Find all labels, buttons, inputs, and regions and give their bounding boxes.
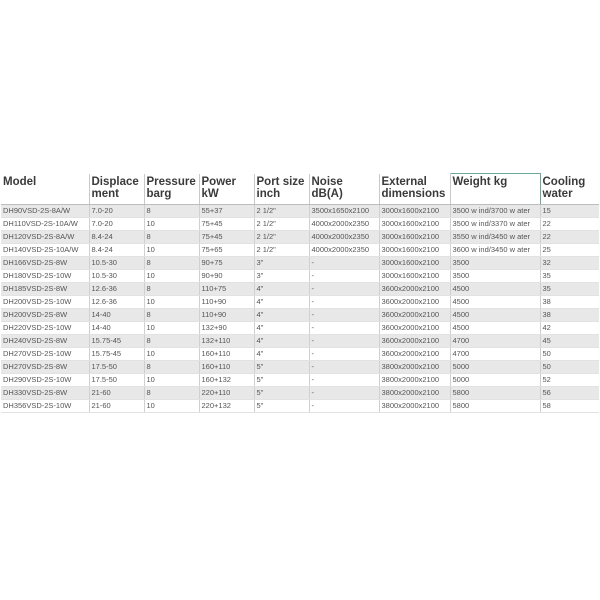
cell-noise: 4000x2000x2350: [309, 244, 379, 257]
cell-external-dimensions: 3800x2000x2100: [379, 400, 450, 413]
cell-displacement: 8.4-24: [89, 244, 144, 257]
cell-model: DH110VSD-2S-10A/W: [1, 218, 89, 231]
cell-port-size: 4": [254, 309, 309, 322]
cell-external-dimensions: 3600x2000x2100: [379, 322, 450, 335]
cell-power: 110+90: [199, 309, 254, 322]
cell-cooling-water: 22: [540, 231, 599, 244]
cell-weight: 4700: [450, 335, 540, 348]
cell-external-dimensions: 3600x2000x2100: [379, 348, 450, 361]
cell-displacement: 10.5-30: [89, 257, 144, 270]
cell-cooling-water: 58: [540, 400, 599, 413]
cell-displacement: 7.0-20: [89, 205, 144, 218]
cell-power: 75+65: [199, 244, 254, 257]
header-external-dimensions: External dimensions: [379, 174, 450, 205]
cell-model: DH180VSD-2S-10W: [1, 270, 89, 283]
cell-noise: -: [309, 309, 379, 322]
cell-port-size: 5": [254, 361, 309, 374]
cell-cooling-water: 50: [540, 361, 599, 374]
cell-pressure: 10: [144, 218, 199, 231]
spec-table: [1, 173, 599, 413]
cell-noise: -: [309, 322, 379, 335]
cell-model: DH270VSD-2S-8W: [1, 361, 89, 374]
cell-noise: 3500x1650x2100: [309, 205, 379, 218]
cell-external-dimensions: 3000x1600x2100: [379, 218, 450, 231]
cell-displacement: 12.6-36: [89, 283, 144, 296]
cell-noise: -: [309, 257, 379, 270]
cell-displacement: 8.4-24: [89, 231, 144, 244]
cell-pressure: 8: [144, 335, 199, 348]
table-row: [1, 309, 599, 322]
header-pressure: Pressure barg: [144, 174, 199, 205]
cell-cooling-water: 35: [540, 283, 599, 296]
cell-power: 160+110: [199, 348, 254, 361]
cell-port-size: 4": [254, 348, 309, 361]
cell-weight: 3600 w ind/3450 w ater: [450, 244, 540, 257]
cell-cooling-water: 50: [540, 348, 599, 361]
cell-power: 75+45: [199, 218, 254, 231]
cell-noise: 4000x2000x2350: [309, 231, 379, 244]
cell-port-size: 4": [254, 283, 309, 296]
cell-noise: -: [309, 296, 379, 309]
spec-table-container: [1, 173, 599, 413]
cell-port-size: 3": [254, 270, 309, 283]
header-power: Power kW: [199, 174, 254, 205]
cell-cooling-water: 38: [540, 309, 599, 322]
cell-port-size: 2 1/2": [254, 205, 309, 218]
cell-pressure: 8: [144, 361, 199, 374]
cell-weight: 3500 w ind/3700 w ater: [450, 205, 540, 218]
cell-power: 90+75: [199, 257, 254, 270]
cell-power: 110+75: [199, 283, 254, 296]
cell-port-size: 2 1/2": [254, 244, 309, 257]
cell-external-dimensions: 3600x2000x2100: [379, 296, 450, 309]
cell-cooling-water: 52: [540, 374, 599, 387]
cell-model: DH240VSD-2S-8W: [1, 335, 89, 348]
cell-displacement: 12.6-36: [89, 296, 144, 309]
cell-model: DH166VSD-2S-8W: [1, 257, 89, 270]
cell-weight: 4700: [450, 348, 540, 361]
cell-external-dimensions: 3600x2000x2100: [379, 283, 450, 296]
cell-pressure: 8: [144, 283, 199, 296]
cell-external-dimensions: 3000x1600x2100: [379, 257, 450, 270]
cell-cooling-water: 45: [540, 335, 599, 348]
cell-power: 110+90: [199, 296, 254, 309]
cell-model: DH356VSD-2S-10W: [1, 400, 89, 413]
cell-weight: 4500: [450, 296, 540, 309]
cell-model: DH200VSD-2S-8W: [1, 309, 89, 322]
cell-cooling-water: 42: [540, 322, 599, 335]
table-row: [1, 400, 599, 413]
cell-pressure: 8: [144, 205, 199, 218]
cell-external-dimensions: 3800x2000x2100: [379, 361, 450, 374]
cell-displacement: 15.75-45: [89, 335, 144, 348]
cell-displacement: 21-60: [89, 400, 144, 413]
cell-weight: 5800: [450, 400, 540, 413]
cell-pressure: 10: [144, 348, 199, 361]
cell-displacement: 10.5-30: [89, 270, 144, 283]
cell-noise: -: [309, 387, 379, 400]
cell-cooling-water: 22: [540, 218, 599, 231]
cell-power: 132+110: [199, 335, 254, 348]
cell-pressure: 8: [144, 309, 199, 322]
header-weight: Weight kg: [450, 174, 540, 205]
table-row: [1, 218, 599, 231]
cell-external-dimensions: 3600x2000x2100: [379, 335, 450, 348]
cell-weight: 3500 w ind/3370 w ater: [450, 218, 540, 231]
cell-pressure: 10: [144, 270, 199, 283]
cell-external-dimensions: 3000x1600x2100: [379, 244, 450, 257]
cell-noise: -: [309, 400, 379, 413]
cell-pressure: 10: [144, 322, 199, 335]
header-row: [1, 174, 599, 205]
cell-power: 75+45: [199, 231, 254, 244]
cell-model: DH185VSD-2S-8W: [1, 283, 89, 296]
cell-weight: 4500: [450, 283, 540, 296]
cell-noise: -: [309, 283, 379, 296]
cell-power: 160+110: [199, 361, 254, 374]
cell-cooling-water: 38: [540, 296, 599, 309]
cell-model: DH330VSD-2S-8W: [1, 387, 89, 400]
table-row: [1, 374, 599, 387]
cell-weight: 5800: [450, 387, 540, 400]
cell-displacement: 15.75-45: [89, 348, 144, 361]
cell-cooling-water: 32: [540, 257, 599, 270]
header-port-size: Port size inch: [254, 174, 309, 205]
cell-port-size: 2 1/2": [254, 231, 309, 244]
cell-noise: -: [309, 270, 379, 283]
cell-pressure: 10: [144, 400, 199, 413]
table-row: [1, 244, 599, 257]
cell-model: DH290VSD-2S-10W: [1, 374, 89, 387]
cell-weight: 3550 w ind/3450 w ater: [450, 231, 540, 244]
cell-port-size: 4": [254, 335, 309, 348]
cell-external-dimensions: 3800x2000x2100: [379, 387, 450, 400]
cell-port-size: 3": [254, 257, 309, 270]
cell-cooling-water: 35: [540, 270, 599, 283]
cell-weight: 4500: [450, 322, 540, 335]
cell-model: DH200VSD-2S-10W: [1, 296, 89, 309]
cell-cooling-water: 15: [540, 205, 599, 218]
table-row: [1, 361, 599, 374]
table-row: [1, 231, 599, 244]
table-row: [1, 335, 599, 348]
cell-displacement: 17.5-50: [89, 374, 144, 387]
cell-weight: 4500: [450, 309, 540, 322]
cell-noise: -: [309, 335, 379, 348]
cell-port-size: 2 1/2": [254, 218, 309, 231]
cell-power: 90+90: [199, 270, 254, 283]
table-row: [1, 387, 599, 400]
cell-power: 55+37: [199, 205, 254, 218]
cell-external-dimensions: 3600x2000x2100: [379, 309, 450, 322]
cell-pressure: 8: [144, 231, 199, 244]
cell-noise: 4000x2000x2350: [309, 218, 379, 231]
cell-displacement: 14-40: [89, 322, 144, 335]
cell-noise: -: [309, 348, 379, 361]
cell-port-size: 5": [254, 400, 309, 413]
cell-external-dimensions: 3000x1600x2100: [379, 270, 450, 283]
cell-model: DH270VSD-2S-10W: [1, 348, 89, 361]
header-cooling-water: Cooling water: [540, 174, 599, 205]
cell-pressure: 10: [144, 244, 199, 257]
table-row: [1, 283, 599, 296]
cell-model: DH220VSD-2S-10W: [1, 322, 89, 335]
header-displacement: Displace ment: [89, 174, 144, 205]
cell-pressure: 10: [144, 296, 199, 309]
cell-model: DH90VSD-2S-8A/W: [1, 205, 89, 218]
cell-port-size: 5": [254, 387, 309, 400]
cell-displacement: 17.5-50: [89, 361, 144, 374]
table-row: [1, 296, 599, 309]
header-model: Model: [1, 174, 89, 205]
cell-displacement: 7.0-20: [89, 218, 144, 231]
table-row: [1, 270, 599, 283]
cell-weight: 5000: [450, 361, 540, 374]
cell-port-size: 4": [254, 322, 309, 335]
cell-port-size: 4": [254, 296, 309, 309]
cell-noise: -: [309, 374, 379, 387]
cell-weight: 5000: [450, 374, 540, 387]
cell-model: DH140VSD-2S-10A/W: [1, 244, 89, 257]
cell-external-dimensions: 3000x1600x2100: [379, 205, 450, 218]
cell-pressure: 10: [144, 374, 199, 387]
cell-model: DH120VSD-2S-8A/W: [1, 231, 89, 244]
header-noise: Noise dB(A): [309, 174, 379, 205]
table-row: [1, 348, 599, 361]
cell-noise: -: [309, 361, 379, 374]
table-row: [1, 322, 599, 335]
cell-power: 220+110: [199, 387, 254, 400]
cell-power: 220+132: [199, 400, 254, 413]
cell-cooling-water: 25: [540, 244, 599, 257]
cell-external-dimensions: 3000x1600x2100: [379, 231, 450, 244]
cell-cooling-water: 56: [540, 387, 599, 400]
cell-power: 160+132: [199, 374, 254, 387]
cell-pressure: 8: [144, 387, 199, 400]
cell-power: 132+90: [199, 322, 254, 335]
cell-pressure: 8: [144, 257, 199, 270]
cell-weight: 3500: [450, 270, 540, 283]
cell-displacement: 14-40: [89, 309, 144, 322]
cell-weight: 3500: [450, 257, 540, 270]
table-row: [1, 257, 599, 270]
table-body: [1, 205, 599, 413]
cell-displacement: 21-60: [89, 387, 144, 400]
cell-external-dimensions: 3800x2000x2100: [379, 374, 450, 387]
cell-port-size: 5": [254, 374, 309, 387]
table-row: [1, 205, 599, 218]
